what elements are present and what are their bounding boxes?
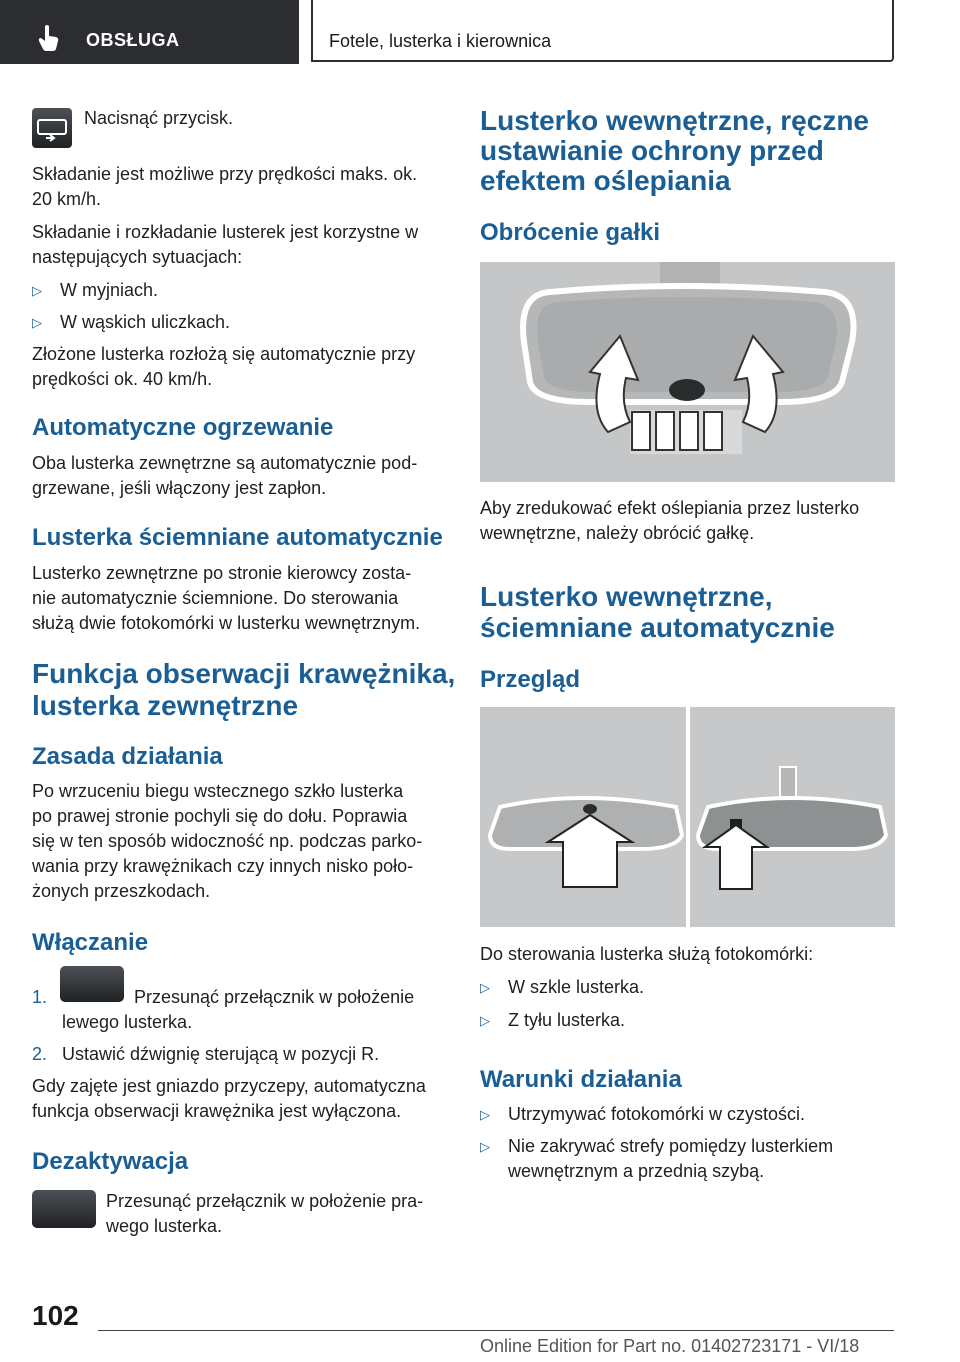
heading-enable: Włączanie [32,929,149,956]
heading-principle: Zasada działania [32,743,223,770]
paragraph: 20 km/h. [32,189,102,209]
paragraph: następujących sytuacjach: [32,247,243,267]
chapter-title: Fotele, lusterka i kierownica [329,31,552,51]
hand-pointer-icon [36,24,62,57]
paragraph: Składanie i rozkładanie lusterek jest korzystne w [32,222,419,242]
paragraph: nie automatycznie ściemnione. Do sterowania [32,588,399,608]
edition-info: Online Edition for Part no. 01402723171 - VI/18 [480,1336,860,1356]
triangle-bullet-icon: ▷ [480,980,490,995]
step-text: Przesunąć przełącznik w położenie [134,987,415,1007]
triangle-bullet-icon: ▷ [480,1139,490,1154]
list-item-continuation: wewnętrznym a przednią szybą. [508,1161,765,1181]
mirror-fold-button-icon [32,108,72,148]
switch-button-icon [60,966,124,1002]
paragraph: Po wrzuceniu biegu wstecznego szkło lusterka [32,781,404,801]
triangle-bullet-icon: ▷ [480,1013,490,1028]
paragraph: Złożone lusterka rozłożą się automatycznie przy [32,344,416,364]
paragraph: Składanie jest możliwe przy prędkości maks. ok. [32,164,418,184]
paragraph: się w ten sposób widoczność np. podczas parko- [32,831,423,851]
photocell-illustration [480,707,895,927]
heading-curb: lusterka zewnętrzne [32,690,299,721]
paragraph: służą dwie fotokomórki w lusterku wewnętrznym. [32,613,421,633]
heading-autodim-mirror: ściemniane automatycznie [480,612,835,643]
step-text: lewego lusterka. [62,1012,193,1032]
paragraph: prędkości ok. 40 km/h. [32,369,213,389]
section-tab [0,0,299,64]
heading-autodim-mirror: Lusterko wewnętrzne, [480,581,773,612]
heading-manual-mirror: Lusterko wewnętrzne, ręczne [480,105,870,136]
step-number: 1. [32,987,48,1007]
chapter-box [311,0,894,62]
step-number: 2. [32,1044,48,1064]
heading-manual-mirror: efektem oślepiania [480,165,731,196]
paragraph: Lusterko zewnętrzne po stronie kierowcy zosta- [32,563,412,583]
footer-divider [98,1330,894,1331]
press-button-text: Nacisnąć przycisk. [84,108,234,128]
paragraph: Oba lusterka zewnętrzne są automatycznie pod- [32,453,418,473]
heading-auto-heat: Automatyczne ogrzewanie [32,414,334,441]
triangle-bullet-icon: ▷ [32,315,42,330]
paragraph: Do sterowania lusterka służą fotokomórki: [480,944,814,964]
paragraph: funkcja obserwacji krawężnika jest wyłączona. [32,1101,402,1121]
step-text: Ustawić dźwignię sterującą w pozycji R. [62,1044,380,1064]
paragraph: żonych przeszkodach. [32,881,211,901]
section-title: OBSŁUGA [86,30,180,50]
paragraph: grzewane, jeśli włączony jest zapłon. [32,478,327,498]
paragraph: Gdy zajęte jest gniazdo przyczepy, automatyczna [32,1076,426,1096]
heading-turn-knob: Obrócenie gałki [480,219,661,246]
triangle-bullet-icon: ▷ [32,283,42,298]
heading-manual-mirror: ustawianie ochrony przed [480,135,824,166]
heading-conditions: Warunki działania [480,1066,682,1093]
paragraph: wania przy krawężnikach czy innych nisko poło- [32,856,414,876]
switch-button-icon [32,1190,96,1228]
mirror-knob-illustration [480,262,895,482]
heading-overview: Przegląd [480,666,581,693]
paragraph: wewnętrzne, należy obrócić gałkę. [480,523,755,543]
heading-auto-dim: Lusterka ściemniane automatycznie [32,524,443,551]
triangle-bullet-icon: ▷ [480,1107,490,1122]
paragraph: wego lusterka. [106,1216,223,1236]
heading-disable: Dezaktywacja [32,1148,189,1175]
heading-curb: Funkcja obserwacji krawężnika, [32,658,456,689]
paragraph: Przesunąć przełącznik w położenie pra- [106,1191,424,1211]
page-number: 102 [32,1300,79,1331]
paragraph: po prawej stronie pochyli się do dołu. Poprawia [32,806,408,826]
paragraph: Aby zredukować efekt oślepiania przez lusterko [480,498,860,518]
